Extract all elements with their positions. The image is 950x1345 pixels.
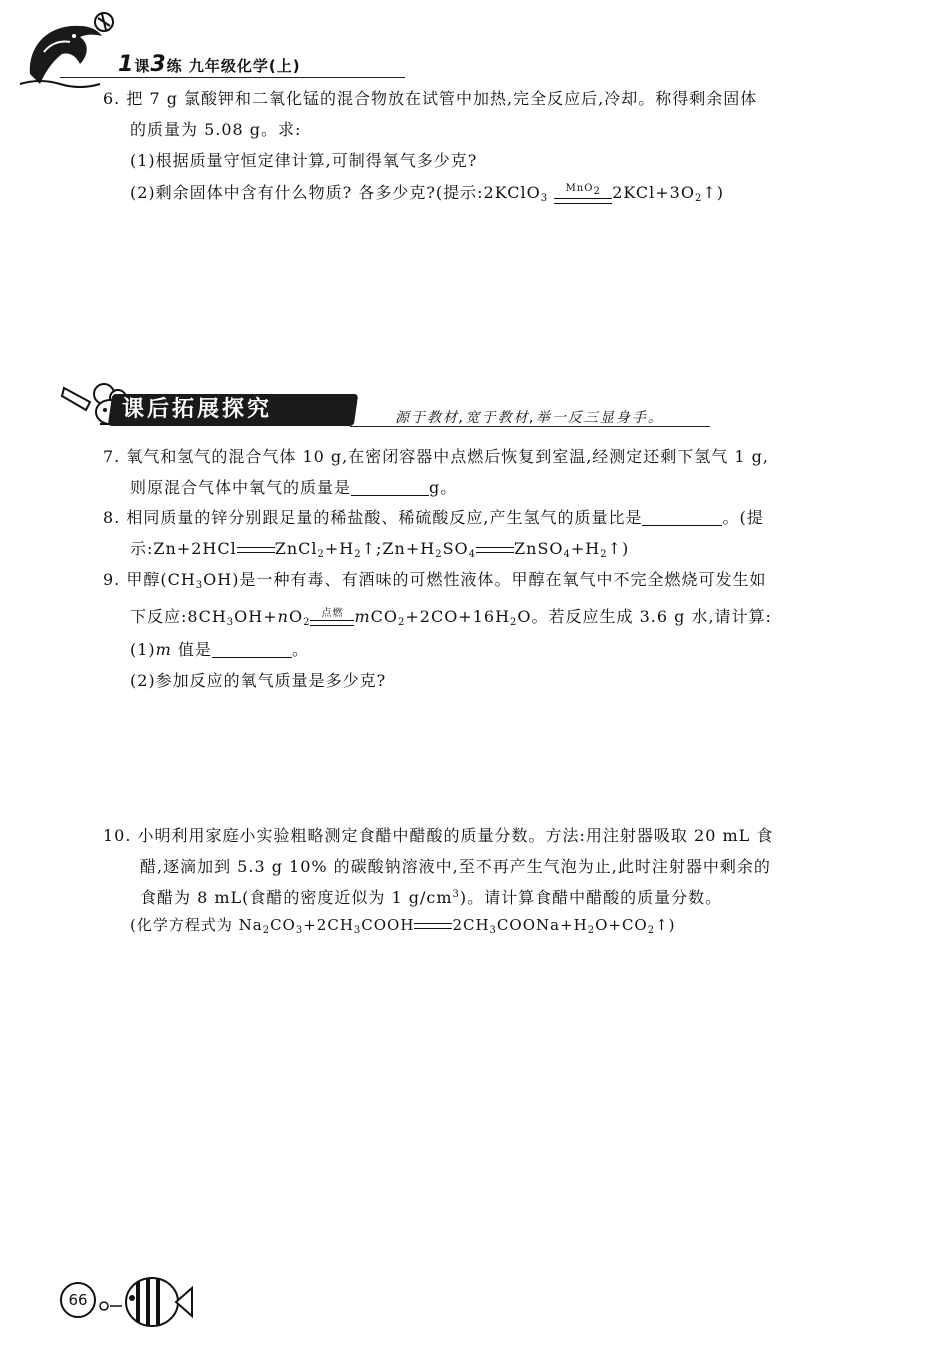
page-header xyxy=(0,0,950,95)
q8-line2: 示:Zn+2HCl $ZnCl_2+H_2↑;Zn+H_2SO_4$ $ZnSO_4+H_2↑$) xyxy=(130,539,630,560)
dolphin-logo-icon xyxy=(10,4,120,94)
page-number: 66 xyxy=(60,1282,96,1318)
q8-line1: 8. 相同质量的锌分别跟足量的稀盐酸、稀硫酸反应,产生氢气的质量比是 。(提 xyxy=(103,508,764,527)
section-banner xyxy=(60,380,670,430)
reaction-equals: MnO$_2$ xyxy=(554,184,612,204)
q10-line3: 食醋为 8 mL(食醋的密度近似为 1 $g/cm^3$)。请计算食醋中醋酸的质量分数。 xyxy=(140,888,723,907)
section-slogan: 源于教材,宽于教材,举一反三显身手。 xyxy=(395,410,664,426)
q9-line4: (2)参加反应的氧气质量是多少克? xyxy=(130,671,387,690)
q7-line1: 7. 氧气和氢气的混合气体 10 g,在密闭容器中点燃后恢复到室温,经测定还剩下氢气 1 g, xyxy=(103,447,769,466)
q7-answer-blank[interactable] xyxy=(351,477,429,496)
reaction-equals xyxy=(476,547,514,553)
q6-line4: (2)剩余固体中含有什么物质? 各多少克?(提示:2KClO$_3$ MnO$_2$ $2KCl+3O_2↑$) xyxy=(130,182,724,204)
q9-line1: 9. 甲醇$(CH_3OH)$是一种有毒、有酒味的可燃性液体。甲醇在氧气中不完全燃烧可发生如 xyxy=(103,570,767,591)
header-rule xyxy=(60,77,405,78)
q8-answer-blank[interactable] xyxy=(642,507,722,526)
fish-icon xyxy=(96,1272,196,1332)
section-title: 课后拓展探究 xyxy=(122,397,273,422)
q6-line1: 6. 把 7 g 氯酸钾和二氧化锰的混合物放在试管中加热,完全反应后,冷却。称得剩余固体 xyxy=(103,89,758,108)
q6-line2: 的质量为 5.08 g。求: xyxy=(130,120,302,139)
reaction-equals xyxy=(237,547,275,553)
q9-line3: (1)m 值是 。 xyxy=(130,640,309,659)
page-footer xyxy=(60,1272,200,1332)
reaction-equals: 点燃 xyxy=(310,609,354,626)
q9-line2: 下反应$:8CH_3OH+nO_2$ 点燃 $mCO_2+2CO+16H_2O$。若反应生成 3.6 g 水,请计算: xyxy=(130,607,772,628)
q6-line3: (1)根据质量守恒定律计算,可制得氧气多少克? xyxy=(130,151,478,170)
q10-line4: (化学方程式为 $Na_2CO_3+2CH_3COOH$ $2CH_3COONa+H_2O+CO_2↑$) xyxy=(130,916,676,936)
q9-answer-blank[interactable] xyxy=(212,639,292,658)
reaction-equals xyxy=(414,923,452,929)
q7-line2: 则原混合气体中氧气的质量是 g。 xyxy=(130,478,458,497)
book-subtitle: 九年级化学(上) xyxy=(188,57,301,75)
q10-line1: 10. 小明利用家庭小实验粗略测定食醋中醋酸的质量分数。方法:用注射器吸取 20 mL 食 xyxy=(103,826,774,845)
book-series-title: 1课3练 九年级化学(上) xyxy=(118,52,301,77)
q10-line2: 醋,逐滴加到 5.3 g 10% 的碳酸钠溶液中,至不再产生气泡为止,此时注射器中剩余的 xyxy=(140,857,771,876)
